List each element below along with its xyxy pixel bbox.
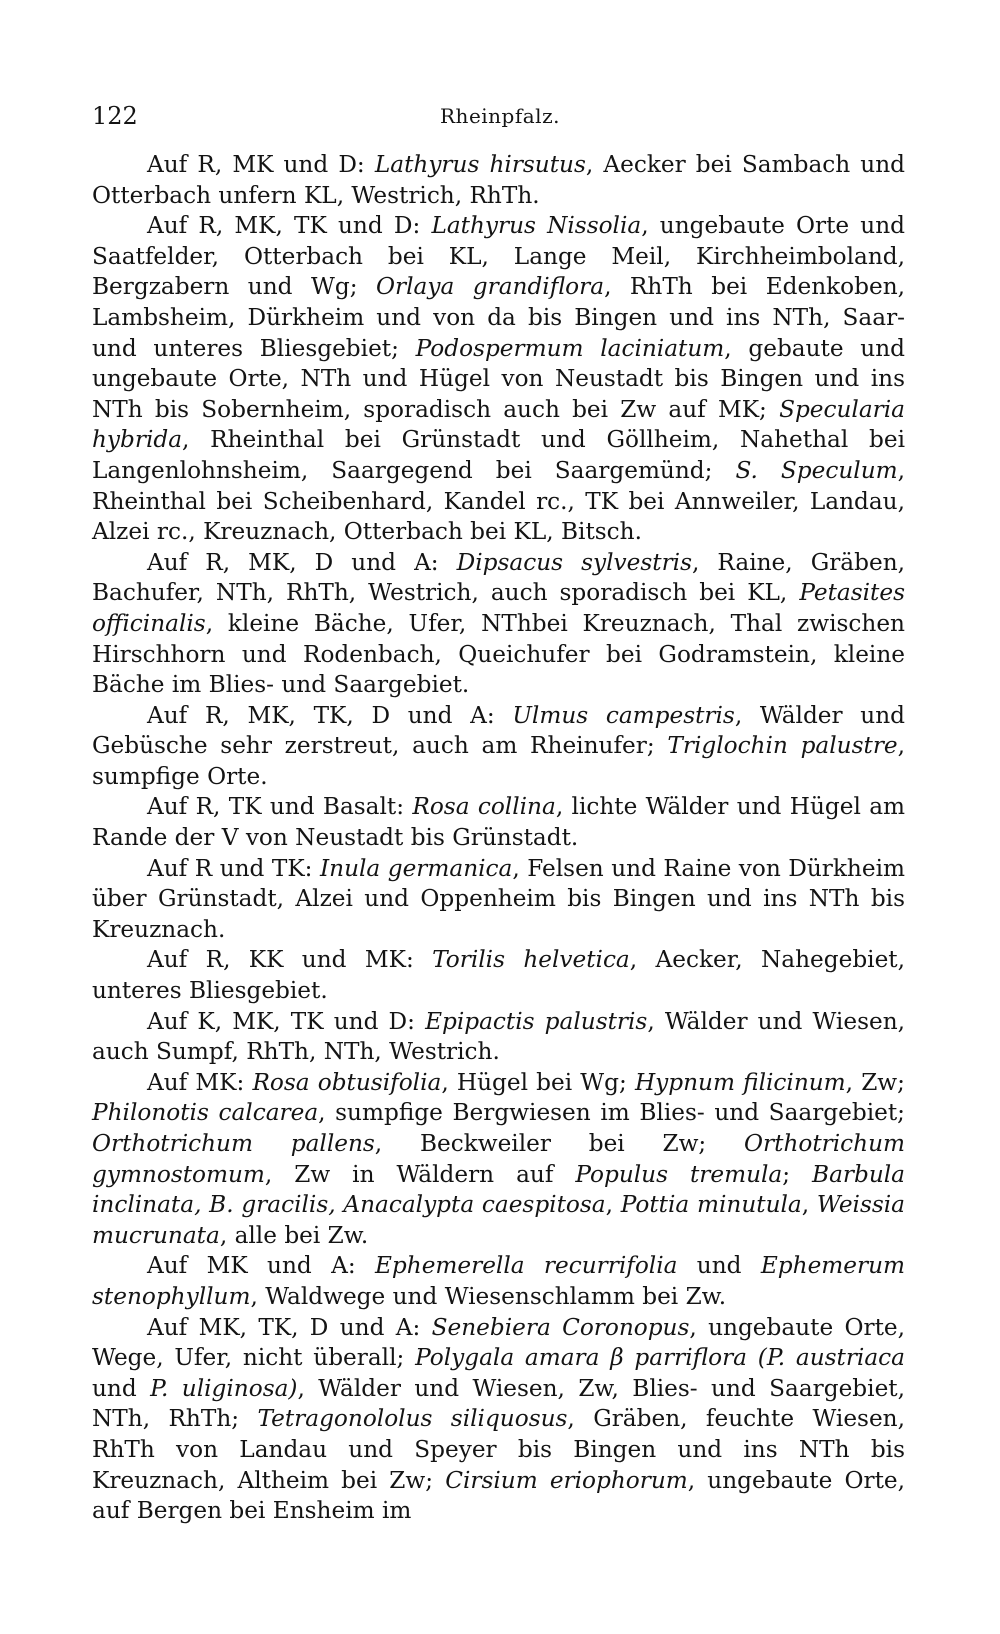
text-run: , lichte Wälder und Hügel am Rande der V von Neustadt bis Grünstadt. [92,793,906,852]
text-run: , Rheinthal bei Grünstadt und Göllheim, Nahethal bei Langenlohnsheim, Saargegend bei Saargemünd; [92,426,905,484]
species-name: Philonotis calcarea [92,1099,319,1127]
body-text [92,150,905,1527]
paragraph [92,150,905,211]
text-run: , Aecker, Nahegebiet, unteres Bliesgebiet. [92,946,905,1005]
text-run: , Wälder und Wiesen, auch Sumpf, RhTh, NTh, Westrich. [92,1007,905,1066]
species-name: Ephemerella recurrifolia [374,1252,678,1280]
text-run: , Waldwege und Wiesenschlamm bei Zw. [250,1282,727,1310]
text-run: , Wälder und Wiesen, Zw, Blies- und Saargebiet, NTh, RhTh; [92,1374,905,1433]
species-name: Inula germanica [319,854,513,882]
paragraph [92,945,905,1006]
species-name: Lathyrus hirsutus [374,151,586,178]
species-name: Rosa obtusifolia [252,1068,442,1096]
text-run: , Aecker bei Sambach und Otterbach unfern KL, Westrich, RhTh. [92,151,906,209]
text-run: Auf R, MK, TK, D und A: [147,701,513,729]
text-run: ; [782,1160,813,1188]
text-run: , Rheinthal bei Scheibenhard, Kandel rc., TK bei Annweiler, Landau, Alzei rc., Kreuznach, Otterbach bei KL, Bitsch. [92,456,905,546]
species-name: Ephemerum stenophyllum [92,1252,906,1310]
species-name: Orthotrichum gymnostomum [92,1130,905,1188]
text-run: , gebaute und ungebaute Orte, NTh und Hügel von Neustadt bis Bingen und ins NTh bis Sobernheim, sporadisch auch bei Zw auf MK; [92,334,906,423]
text-run: , Gräben, feuchte Wiesen, RhTh von Landau und Speyer bis Bingen und ins NTh bis Kreuznach, Altheim bei Zw; [92,1405,905,1494]
species-name: Petasites officinalis [92,579,905,637]
page-number: 122 [92,102,138,130]
text-run: , ungebaute Orte, auf Bergen bei Ensheim im [92,1466,905,1525]
text-run: , Hügel bei Wg; [441,1068,635,1096]
species-name: Lathyrus Nissolia [431,212,642,240]
paragraph [92,1313,905,1527]
text-run: , sumpfige Orte. [92,732,905,790]
species-name: Orlaya grandiflora [376,273,605,301]
species-name: P. uliginosa) [150,1374,298,1402]
text-run: Auf R, KK und MK: [147,946,433,974]
species-name: Cirsium eriophorum [445,1466,688,1494]
text-run: Auf R, TK und Basalt: [147,793,413,821]
species-name: Specularia hybrida [92,395,905,454]
species-name: Torilis helvetica [432,946,630,974]
species-name: Weissia mucrunata [92,1191,905,1249]
species-name: Pottia minutula [620,1191,802,1219]
text-run: , ungebaute Orte und Saatfelder, Otterbach bei KL, Lange Meil, Kirchheimboland, Bergzabern und Wg; [92,212,906,301]
text-run: Auf R, MK und D: [147,151,375,178]
text-run: Auf R und TK: [147,854,320,882]
text-run: Auf MK, TK, D und A: [147,1313,432,1341]
paragraph [92,211,905,548]
text-run: , [605,1191,621,1219]
text-run: , Zw; [845,1068,905,1096]
species-name: Ulmus campestris [512,701,735,729]
paragraph [92,701,905,793]
species-name: Tetragonololus siliquosus [257,1405,568,1433]
text-run: , RhTh bei Edenkoben, Lambsheim, Dürkheim und von da bis Bingen und ins NTh, Saar- und unteres Bliesgebiet; [92,273,906,362]
text-run: , [801,1191,817,1219]
species-name: Barbula inclinata, B. gracilis, Anacalypta caespitosa [92,1160,905,1219]
text-run: , Beckweiler bei Zw; [374,1130,745,1157]
paragraph [92,854,905,946]
text-run: und [92,1374,151,1402]
species-name: Podospermum laciniatum [415,334,725,362]
species-name: Hypnum filicinum [634,1068,846,1096]
text-run: , Raine, Gräben, Bachufer, NTh, RhTh, Westrich, auch sporadisch bei KL, [92,548,905,607]
paragraph [92,1251,905,1312]
paragraph [92,792,905,853]
species-name: Dipsacus sylvestris [456,548,692,576]
text-run: Auf R, MK, TK und D: [147,212,432,240]
species-name: Populus tremula [575,1160,783,1188]
running-head: Rheinpfalz. [440,104,560,128]
text-run: , Wälder und Gebüsche sehr zerstreut, auch am Rheinufer; [92,701,905,760]
species-name: Orthotrichum pallens [92,1130,375,1157]
text-run: Auf K, MK, TK und D: [147,1007,426,1035]
text-run: , alle bei Zw. [219,1221,369,1249]
paragraph [92,1007,905,1068]
text-run: , kleine Bäche, Ufer, NThbei Kreuznach, Thal zwischen Hirschhorn und Rodenbach, Queichufer bei Godramstein, kleine Bäche im Blies- und Saargebiet. [92,609,905,699]
paragraph [92,1068,905,1252]
paragraph [92,548,905,701]
species-name: Senebiera Coronopus [431,1313,690,1341]
species-name: Rosa collina [412,793,556,821]
text-run: Auf MK: [147,1068,253,1096]
text-run: Auf R, MK, D und A: [147,548,457,576]
species-name: Triglochin palustre [667,732,898,760]
text-run: , ungebaute Orte, Wege, Ufer, nicht überall; [92,1313,905,1372]
species-name: Polygala amara β parriflora (P. austriaca [415,1344,905,1372]
text-run: und [677,1252,761,1280]
species-name: S. Speculum [735,456,898,484]
text-run: , Felsen und Raine von Dürkheim über Grünstadt, Alzei und Oppenheim bis Bingen und ins NTh bis Kreuznach. [92,854,905,943]
text-run: , Zw in Wäldern auf [264,1160,576,1188]
text-run: , sumpfige Bergwiesen im Blies- und Saargebiet; [318,1099,905,1127]
page-header [92,102,908,138]
species-name: Epipactis palustris [425,1007,648,1035]
text-run: Auf MK und A: [147,1252,375,1280]
